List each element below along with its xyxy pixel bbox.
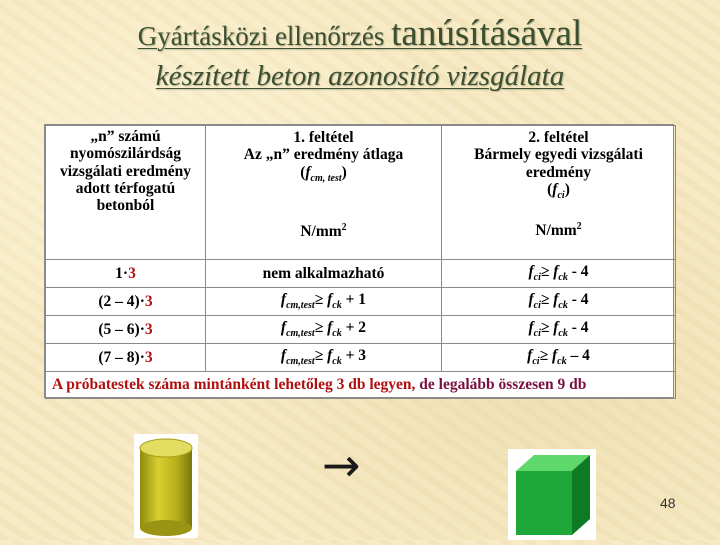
n-cell: 1·3: [46, 260, 206, 288]
table-row: [46, 288, 676, 316]
condition1-title: 1. feltétel: [293, 129, 354, 146]
slide-title-line1: [0, 12, 720, 55]
n-cell: (7 – 8)·3: [46, 344, 206, 372]
header-cell-n: [46, 126, 206, 260]
requirements-table: [44, 124, 674, 398]
header-cell-condition1: [206, 126, 442, 260]
table-footnote: A próbatestek száma mintánként lehetőleg 3 db legyen, de legalább összesen 9 db: [46, 372, 676, 399]
cube-specimen-image: [508, 449, 596, 540]
condition2-title: 2. feltétel: [528, 129, 589, 146]
condition1-desc: Az „n” eredmény átlaga: [243, 146, 404, 164]
condition2-desc: Bármely egyedi vizsgálati eredmény: [474, 146, 643, 181]
header-n-text: „n” számú nyomószilárdság vizsgálati eredmény adott térfogatú betonból: [59, 128, 191, 215]
condition1-symbol: $(f_{cm, test})$: [300, 163, 347, 184]
cylinder-specimen-image: [134, 434, 198, 538]
condition1-cell: $f_{cm,test}\ge f_{ck} + 3$: [206, 344, 442, 372]
condition2-cell: $f_{ci}\ge f_{ck} - 4$: [442, 288, 676, 316]
title-part1: Gyártásközi ellenőrzés: [137, 21, 392, 51]
condition2-cell: $f_{ci}\ge f_{ck} - 4$: [442, 344, 676, 372]
cube-icon: [508, 449, 596, 540]
condition2-cell: $f_{ci}\ge f_{ck} - 4$: [442, 260, 676, 288]
table-row: [46, 316, 676, 344]
n-cell: (2 – 4)·3: [46, 288, 206, 316]
cylinder-icon: [134, 434, 198, 538]
condition2-cell: $f_{ci}\ge f_{ck} - 4$: [442, 316, 676, 344]
n-cell: (5 – 6)·3: [46, 316, 206, 344]
condition2-symbol: $(f_{ci})$: [547, 181, 570, 202]
title-part2: tanúsításával: [391, 13, 583, 54]
page-number: 48: [660, 495, 676, 511]
table-row: [46, 344, 676, 372]
condition1-cell: $f_{cm,test}\ge f_{ck} + 2$: [206, 316, 442, 344]
condition1-unit: $N/mm^2$: [300, 222, 347, 241]
header-cell-condition2: [442, 126, 676, 260]
arrow-icon: →: [322, 438, 361, 492]
condition1-cell: nem alkalmazható: [206, 260, 442, 288]
table-row: [46, 260, 676, 288]
condition1-cell: $f_{cm,test}\ge f_{ck} + 1$: [206, 288, 442, 316]
slide-title-line2: készített beton azonosító vizsgálata: [155, 60, 565, 92]
condition2-unit: $N/mm^2$: [535, 221, 582, 240]
